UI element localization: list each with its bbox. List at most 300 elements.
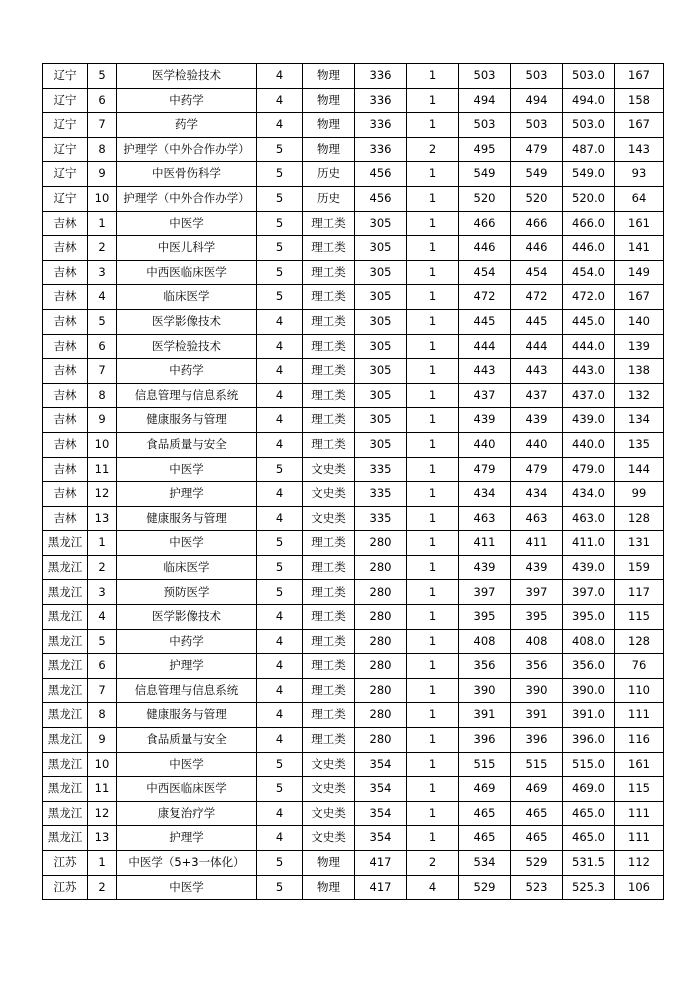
province-cell: 吉林 [43,334,88,359]
category-cell: 理工类 [303,383,355,408]
duration-cell: 5 [257,457,303,482]
duration-cell: 4 [257,64,303,89]
duration-cell: 5 [257,285,303,310]
min-score-cell: 469 [511,777,563,802]
avg-score-cell: 469.0 [563,777,615,802]
enrolled-count-cell: 1 [407,580,459,605]
control-line-cell: 335 [355,482,407,507]
table-row [43,408,664,433]
major-cell: 中医学 [117,211,257,236]
major-cell: 药学 [117,113,257,138]
min-score-cell: 396 [511,728,563,753]
min-score-cell: 503 [511,113,563,138]
province-cell: 吉林 [43,359,88,384]
min-score-cell: 520 [511,186,563,211]
avg-score-cell: 439.0 [563,555,615,580]
max-score-cell: 549 [459,162,511,187]
min-score-cell: 434 [511,482,563,507]
enrolled-count-cell: 1 [407,236,459,261]
diff-cell: 161 [615,211,664,236]
table-row [43,728,664,753]
major-cell: 中医儿科学 [117,236,257,261]
duration-cell: 4 [257,309,303,334]
province-cell: 吉林 [43,285,88,310]
diff-cell: 149 [615,260,664,285]
control-line-cell: 336 [355,88,407,113]
category-cell: 物理 [303,113,355,138]
province-cell: 黑龙江 [43,728,88,753]
duration-cell: 5 [257,137,303,162]
table-row [43,236,664,261]
avg-score-cell: 465.0 [563,801,615,826]
control-line-cell: 305 [355,260,407,285]
index-cell: 12 [88,482,117,507]
control-line-cell: 354 [355,777,407,802]
province-cell: 黑龙江 [43,605,88,630]
diff-cell: 111 [615,703,664,728]
min-score-cell: 437 [511,383,563,408]
diff-cell: 106 [615,875,664,900]
category-cell: 理工类 [303,359,355,384]
index-cell: 4 [88,285,117,310]
avg-score-cell: 396.0 [563,728,615,753]
category-cell: 理工类 [303,555,355,580]
index-cell: 1 [88,531,117,556]
avg-score-cell: 445.0 [563,309,615,334]
index-cell: 10 [88,432,117,457]
min-score-cell: 465 [511,826,563,851]
duration-cell: 4 [257,801,303,826]
max-score-cell: 445 [459,309,511,334]
major-cell: 医学检验技术 [117,334,257,359]
max-score-cell: 469 [459,777,511,802]
major-cell: 护理学（中外合作办学） [117,186,257,211]
index-cell: 12 [88,801,117,826]
duration-cell: 5 [257,580,303,605]
enrolled-count-cell: 2 [407,851,459,876]
control-line-cell: 280 [355,654,407,679]
index-cell: 9 [88,728,117,753]
avg-score-cell: 463.0 [563,506,615,531]
min-score-cell: 395 [511,605,563,630]
enrolled-count-cell: 1 [407,285,459,310]
category-cell: 理工类 [303,703,355,728]
diff-cell: 115 [615,605,664,630]
diff-cell: 138 [615,359,664,384]
avg-score-cell: 487.0 [563,137,615,162]
max-score-cell: 529 [459,875,511,900]
max-score-cell: 463 [459,506,511,531]
province-cell: 江苏 [43,851,88,876]
major-cell: 护理学 [117,826,257,851]
avg-score-cell: 391.0 [563,703,615,728]
min-score-cell: 411 [511,531,563,556]
major-cell: 临床医学 [117,555,257,580]
category-cell: 文史类 [303,752,355,777]
control-line-cell: 305 [355,408,407,433]
control-line-cell: 280 [355,531,407,556]
category-cell: 理工类 [303,728,355,753]
table-row [43,605,664,630]
control-line-cell: 456 [355,162,407,187]
table-row [43,359,664,384]
table-row [43,334,664,359]
table-row [43,432,664,457]
table-row [43,875,664,900]
control-line-cell: 335 [355,506,407,531]
diff-cell: 131 [615,531,664,556]
max-score-cell: 391 [459,703,511,728]
category-cell: 理工类 [303,654,355,679]
major-cell: 中医学（5+3一体化） [117,851,257,876]
major-cell: 中医学 [117,457,257,482]
max-score-cell: 479 [459,457,511,482]
min-score-cell: 397 [511,580,563,605]
category-cell: 物理 [303,851,355,876]
major-cell: 中西医临床医学 [117,777,257,802]
province-cell: 黑龙江 [43,777,88,802]
duration-cell: 4 [257,383,303,408]
control-line-cell: 456 [355,186,407,211]
min-score-cell: 391 [511,703,563,728]
province-cell: 辽宁 [43,162,88,187]
diff-cell: 158 [615,88,664,113]
index-cell: 2 [88,236,117,261]
avg-score-cell: 531.5 [563,851,615,876]
enrolled-count-cell: 1 [407,678,459,703]
min-score-cell: 515 [511,752,563,777]
enrolled-count-cell: 1 [407,629,459,654]
max-score-cell: 396 [459,728,511,753]
major-cell: 中医学 [117,531,257,556]
duration-cell: 5 [257,260,303,285]
control-line-cell: 336 [355,113,407,138]
category-cell: 物理 [303,88,355,113]
control-line-cell: 417 [355,851,407,876]
table-row [43,555,664,580]
index-cell: 13 [88,506,117,531]
max-score-cell: 446 [459,236,511,261]
index-cell: 9 [88,408,117,433]
category-cell: 理工类 [303,260,355,285]
duration-cell: 4 [257,113,303,138]
province-cell: 吉林 [43,211,88,236]
enrolled-count-cell: 1 [407,359,459,384]
index-cell: 1 [88,851,117,876]
major-cell: 健康服务与管理 [117,703,257,728]
table-row [43,531,664,556]
control-line-cell: 305 [355,309,407,334]
control-line-cell: 305 [355,432,407,457]
duration-cell: 4 [257,826,303,851]
diff-cell: 159 [615,555,664,580]
category-cell: 理工类 [303,211,355,236]
duration-cell: 4 [257,408,303,433]
index-cell: 2 [88,875,117,900]
avg-score-cell: 494.0 [563,88,615,113]
category-cell: 理工类 [303,236,355,261]
major-cell: 临床医学 [117,285,257,310]
diff-cell: 116 [615,728,664,753]
major-cell: 康复治疗学 [117,801,257,826]
control-line-cell: 354 [355,826,407,851]
avg-score-cell: 440.0 [563,432,615,457]
duration-cell: 5 [257,851,303,876]
index-cell: 10 [88,752,117,777]
duration-cell: 4 [257,678,303,703]
control-line-cell: 305 [355,285,407,310]
table-row [43,851,664,876]
avg-score-cell: 443.0 [563,359,615,384]
province-cell: 吉林 [43,457,88,482]
avg-score-cell: 395.0 [563,605,615,630]
major-cell: 食品质量与安全 [117,728,257,753]
province-cell: 黑龙江 [43,629,88,654]
duration-cell: 5 [257,752,303,777]
control-line-cell: 280 [355,605,407,630]
duration-cell: 5 [257,236,303,261]
diff-cell: 134 [615,408,664,433]
index-cell: 2 [88,555,117,580]
category-cell: 文史类 [303,506,355,531]
index-cell: 13 [88,826,117,851]
max-score-cell: 503 [459,113,511,138]
min-score-cell: 472 [511,285,563,310]
category-cell: 理工类 [303,531,355,556]
duration-cell: 4 [257,728,303,753]
province-cell: 辽宁 [43,113,88,138]
table-row [43,752,664,777]
province-cell: 辽宁 [43,64,88,89]
duration-cell: 5 [257,531,303,556]
enrolled-count-cell: 1 [407,605,459,630]
table-row [43,703,664,728]
avg-score-cell: 520.0 [563,186,615,211]
diff-cell: 112 [615,851,664,876]
enrolled-count-cell: 1 [407,555,459,580]
index-cell: 9 [88,162,117,187]
enrolled-count-cell: 1 [407,654,459,679]
diff-cell: 132 [615,383,664,408]
category-cell: 文史类 [303,777,355,802]
category-cell: 文史类 [303,482,355,507]
avg-score-cell: 434.0 [563,482,615,507]
max-score-cell: 434 [459,482,511,507]
duration-cell: 4 [257,432,303,457]
max-score-cell: 356 [459,654,511,679]
avg-score-cell: 411.0 [563,531,615,556]
index-cell: 5 [88,309,117,334]
province-cell: 吉林 [43,482,88,507]
index-cell: 11 [88,777,117,802]
table-body [43,64,664,900]
table-row [43,580,664,605]
min-score-cell: 439 [511,555,563,580]
avg-score-cell: 397.0 [563,580,615,605]
enrolled-count-cell: 1 [407,186,459,211]
control-line-cell: 354 [355,801,407,826]
category-cell: 物理 [303,64,355,89]
index-cell: 3 [88,580,117,605]
category-cell: 物理 [303,875,355,900]
diff-cell: 76 [615,654,664,679]
province-cell: 辽宁 [43,88,88,113]
index-cell: 7 [88,678,117,703]
min-score-cell: 408 [511,629,563,654]
table-row [43,826,664,851]
max-score-cell: 520 [459,186,511,211]
index-cell: 5 [88,629,117,654]
duration-cell: 4 [257,506,303,531]
major-cell: 食品质量与安全 [117,432,257,457]
province-cell: 黑龙江 [43,752,88,777]
category-cell: 理工类 [303,580,355,605]
diff-cell: 143 [615,137,664,162]
table-row [43,88,664,113]
avg-score-cell: 549.0 [563,162,615,187]
index-cell: 1 [88,211,117,236]
diff-cell: 167 [615,113,664,138]
control-line-cell: 280 [355,555,407,580]
min-score-cell: 443 [511,359,563,384]
province-cell: 黑龙江 [43,580,88,605]
table-row [43,186,664,211]
major-cell: 健康服务与管理 [117,506,257,531]
enrolled-count-cell: 1 [407,408,459,433]
table-row [43,506,664,531]
min-score-cell: 479 [511,137,563,162]
control-line-cell: 354 [355,752,407,777]
major-cell: 信息管理与信息系统 [117,678,257,703]
enrolled-count-cell: 1 [407,64,459,89]
control-line-cell: 305 [355,359,407,384]
avg-score-cell: 525.3 [563,875,615,900]
control-line-cell: 305 [355,383,407,408]
category-cell: 理工类 [303,285,355,310]
diff-cell: 93 [615,162,664,187]
diff-cell: 144 [615,457,664,482]
max-score-cell: 503 [459,64,511,89]
duration-cell: 4 [257,359,303,384]
index-cell: 7 [88,113,117,138]
category-cell: 理工类 [303,629,355,654]
diff-cell: 111 [615,801,664,826]
province-cell: 辽宁 [43,186,88,211]
min-score-cell: 466 [511,211,563,236]
province-cell: 吉林 [43,309,88,334]
major-cell: 护理学 [117,654,257,679]
table-row [43,113,664,138]
max-score-cell: 495 [459,137,511,162]
table-row [43,162,664,187]
category-cell: 文史类 [303,801,355,826]
table-row [43,457,664,482]
duration-cell: 5 [257,186,303,211]
duration-cell: 4 [257,605,303,630]
province-cell: 江苏 [43,875,88,900]
duration-cell: 5 [257,555,303,580]
max-score-cell: 454 [459,260,511,285]
avg-score-cell: 454.0 [563,260,615,285]
province-cell: 黑龙江 [43,654,88,679]
diff-cell: 115 [615,777,664,802]
min-score-cell: 440 [511,432,563,457]
province-cell: 黑龙江 [43,703,88,728]
category-cell: 理工类 [303,605,355,630]
index-cell: 4 [88,605,117,630]
control-line-cell: 417 [355,875,407,900]
table-row [43,678,664,703]
diff-cell: 111 [615,826,664,851]
enrolled-count-cell: 1 [407,752,459,777]
max-score-cell: 439 [459,555,511,580]
table-row [43,64,664,89]
min-score-cell: 444 [511,334,563,359]
index-cell: 6 [88,88,117,113]
control-line-cell: 305 [355,211,407,236]
category-cell: 历史 [303,186,355,211]
diff-cell: 110 [615,678,664,703]
max-score-cell: 439 [459,408,511,433]
index-cell: 8 [88,703,117,728]
diff-cell: 167 [615,64,664,89]
table-row [43,777,664,802]
enrolled-count-cell: 2 [407,137,459,162]
control-line-cell: 336 [355,137,407,162]
enrolled-count-cell: 1 [407,309,459,334]
province-cell: 黑龙江 [43,826,88,851]
table-row [43,309,664,334]
major-cell: 中药学 [117,359,257,384]
enrolled-count-cell: 1 [407,728,459,753]
avg-score-cell: 408.0 [563,629,615,654]
max-score-cell: 437 [459,383,511,408]
avg-score-cell: 437.0 [563,383,615,408]
enrolled-count-cell: 1 [407,457,459,482]
diff-cell: 139 [615,334,664,359]
index-cell: 6 [88,334,117,359]
max-score-cell: 534 [459,851,511,876]
major-cell: 中西医临床医学 [117,260,257,285]
duration-cell: 4 [257,334,303,359]
max-score-cell: 515 [459,752,511,777]
index-cell: 3 [88,260,117,285]
control-line-cell: 305 [355,334,407,359]
min-score-cell: 356 [511,654,563,679]
enrolled-count-cell: 1 [407,88,459,113]
min-score-cell: 465 [511,801,563,826]
major-cell: 中药学 [117,629,257,654]
min-score-cell: 439 [511,408,563,433]
max-score-cell: 411 [459,531,511,556]
enrolled-count-cell: 1 [407,506,459,531]
index-cell: 7 [88,359,117,384]
table-row [43,211,664,236]
diff-cell: 117 [615,580,664,605]
table-row [43,801,664,826]
enrolled-count-cell: 1 [407,826,459,851]
min-score-cell: 523 [511,875,563,900]
major-cell: 中药学 [117,88,257,113]
enrolled-count-cell: 1 [407,383,459,408]
max-score-cell: 444 [459,334,511,359]
index-cell: 8 [88,137,117,162]
min-score-cell: 454 [511,260,563,285]
enrolled-count-cell: 1 [407,432,459,457]
major-cell: 中医学 [117,752,257,777]
enrolled-count-cell: 1 [407,777,459,802]
control-line-cell: 280 [355,728,407,753]
